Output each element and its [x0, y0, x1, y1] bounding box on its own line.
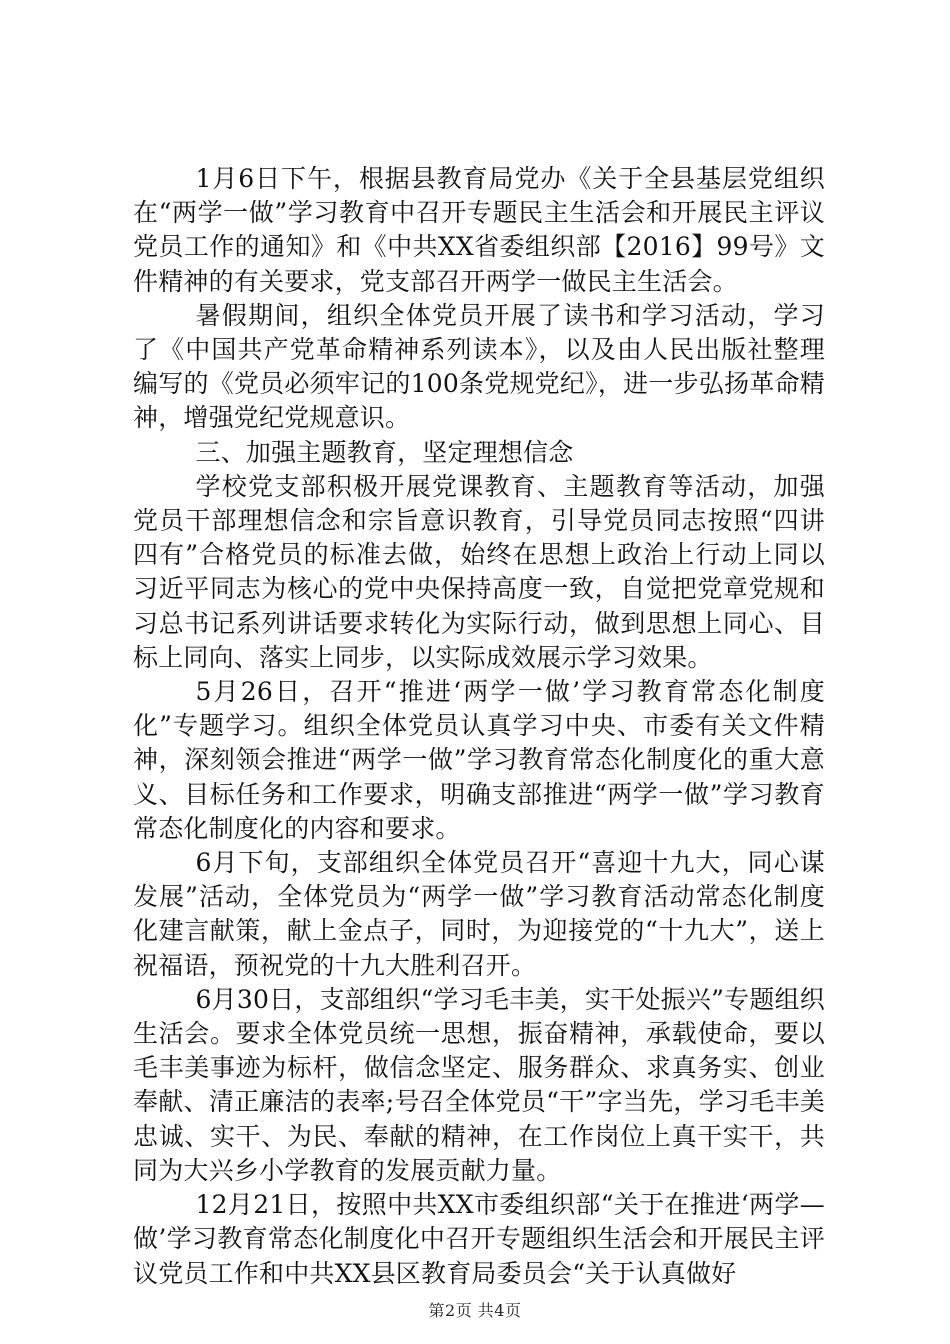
paragraph-june-late: 6月下旬，支部组织全体党员召开“喜迎十九大，同心谋发展”活动，全体党员为“两学一做”学习教育活动常态化制度化建言献策，献上金点子，同时，为迎接党的“十九大”，送上祝福语，预祝党的十九大胜利召开。: [133, 848, 825, 980]
paragraph-summer-study: 暑假期间，组织全体党员开展了读书和学习活动，学习了《中国共产党革命精神系列读本》，以及由人民出版社整理编写的《党员必须牢记的100条党规党纪》，进一步弘扬革命精神，增强党纪党规意识。: [133, 300, 825, 433]
paragraph-meeting-jan6: 1月6日下午，根据县教育局党办《关于全县基层党组织在“两学一做”学习教育中召开专题民主生活会和开展民主评议党员工作的通知》和《中共XX省委组织部【2016】99号》文件精神的有关要求，党支部召开两学一做民主生活会。: [133, 164, 825, 296]
page-number-footer: 第2页 共4页: [428, 1301, 522, 1320]
document-body: [133, 162, 825, 1291]
paragraph-may26: 5月26日，召开“推进‘两学一做’学习教育常态化制度化”专题学习。组织全体党员认真学习中央、市委有关文件精神，深刻领会推进“两学一做”学习教育常态化制度化的重大意义、目标任务和工作要求，明确支部推进“两学一做”学习教育常态化制度化的内容和要求。: [133, 677, 825, 843]
paragraph-party-branch-activities: 学校党支部积极开展党课教育、主题教育等活动，加强党员干部理想信念和宗旨意识教育，引导党员同志按照“四讲四有”合格党员的标准去做，始终在思想上政治上行动上同以习近平同志为核心的党中央保持高度一致，自觉把党章党规和习总书记系列讲话要求转化为实际行动，做到思想上同心、目标上同向、落实上同步，以实际成效展示学习效果。: [133, 471, 825, 672]
section-heading-theme-education: 三、加强主题教育，坚定理想信念: [195, 437, 574, 467]
paragraph-dec21: 12月21日，按照中共XX市委组织部“关于在推进‘两学—做’学习教育常态化制度化中召开专题组织生活会和开展民主评议党员工作和中共XX县区教育局委员会“关于认真做好: [133, 1190, 825, 1288]
paragraph-june30: 6月30日，支部组织“学习毛丰美，实干处振兴”专题组织生活会。要求全体党员统一思想，振奋精神，承载使命，要以毛丰美事迹为标杆，做信念坚定、服务群众、求真务实、创业奉献、清正廉洁的表率;号召全体党员“干”字当先，学习毛丰美忠诚、实干、为民、奉献的精神，在工作岗位上真干实干，共同为大兴乡小学教育的发展贡献力量。: [133, 984, 825, 1185]
